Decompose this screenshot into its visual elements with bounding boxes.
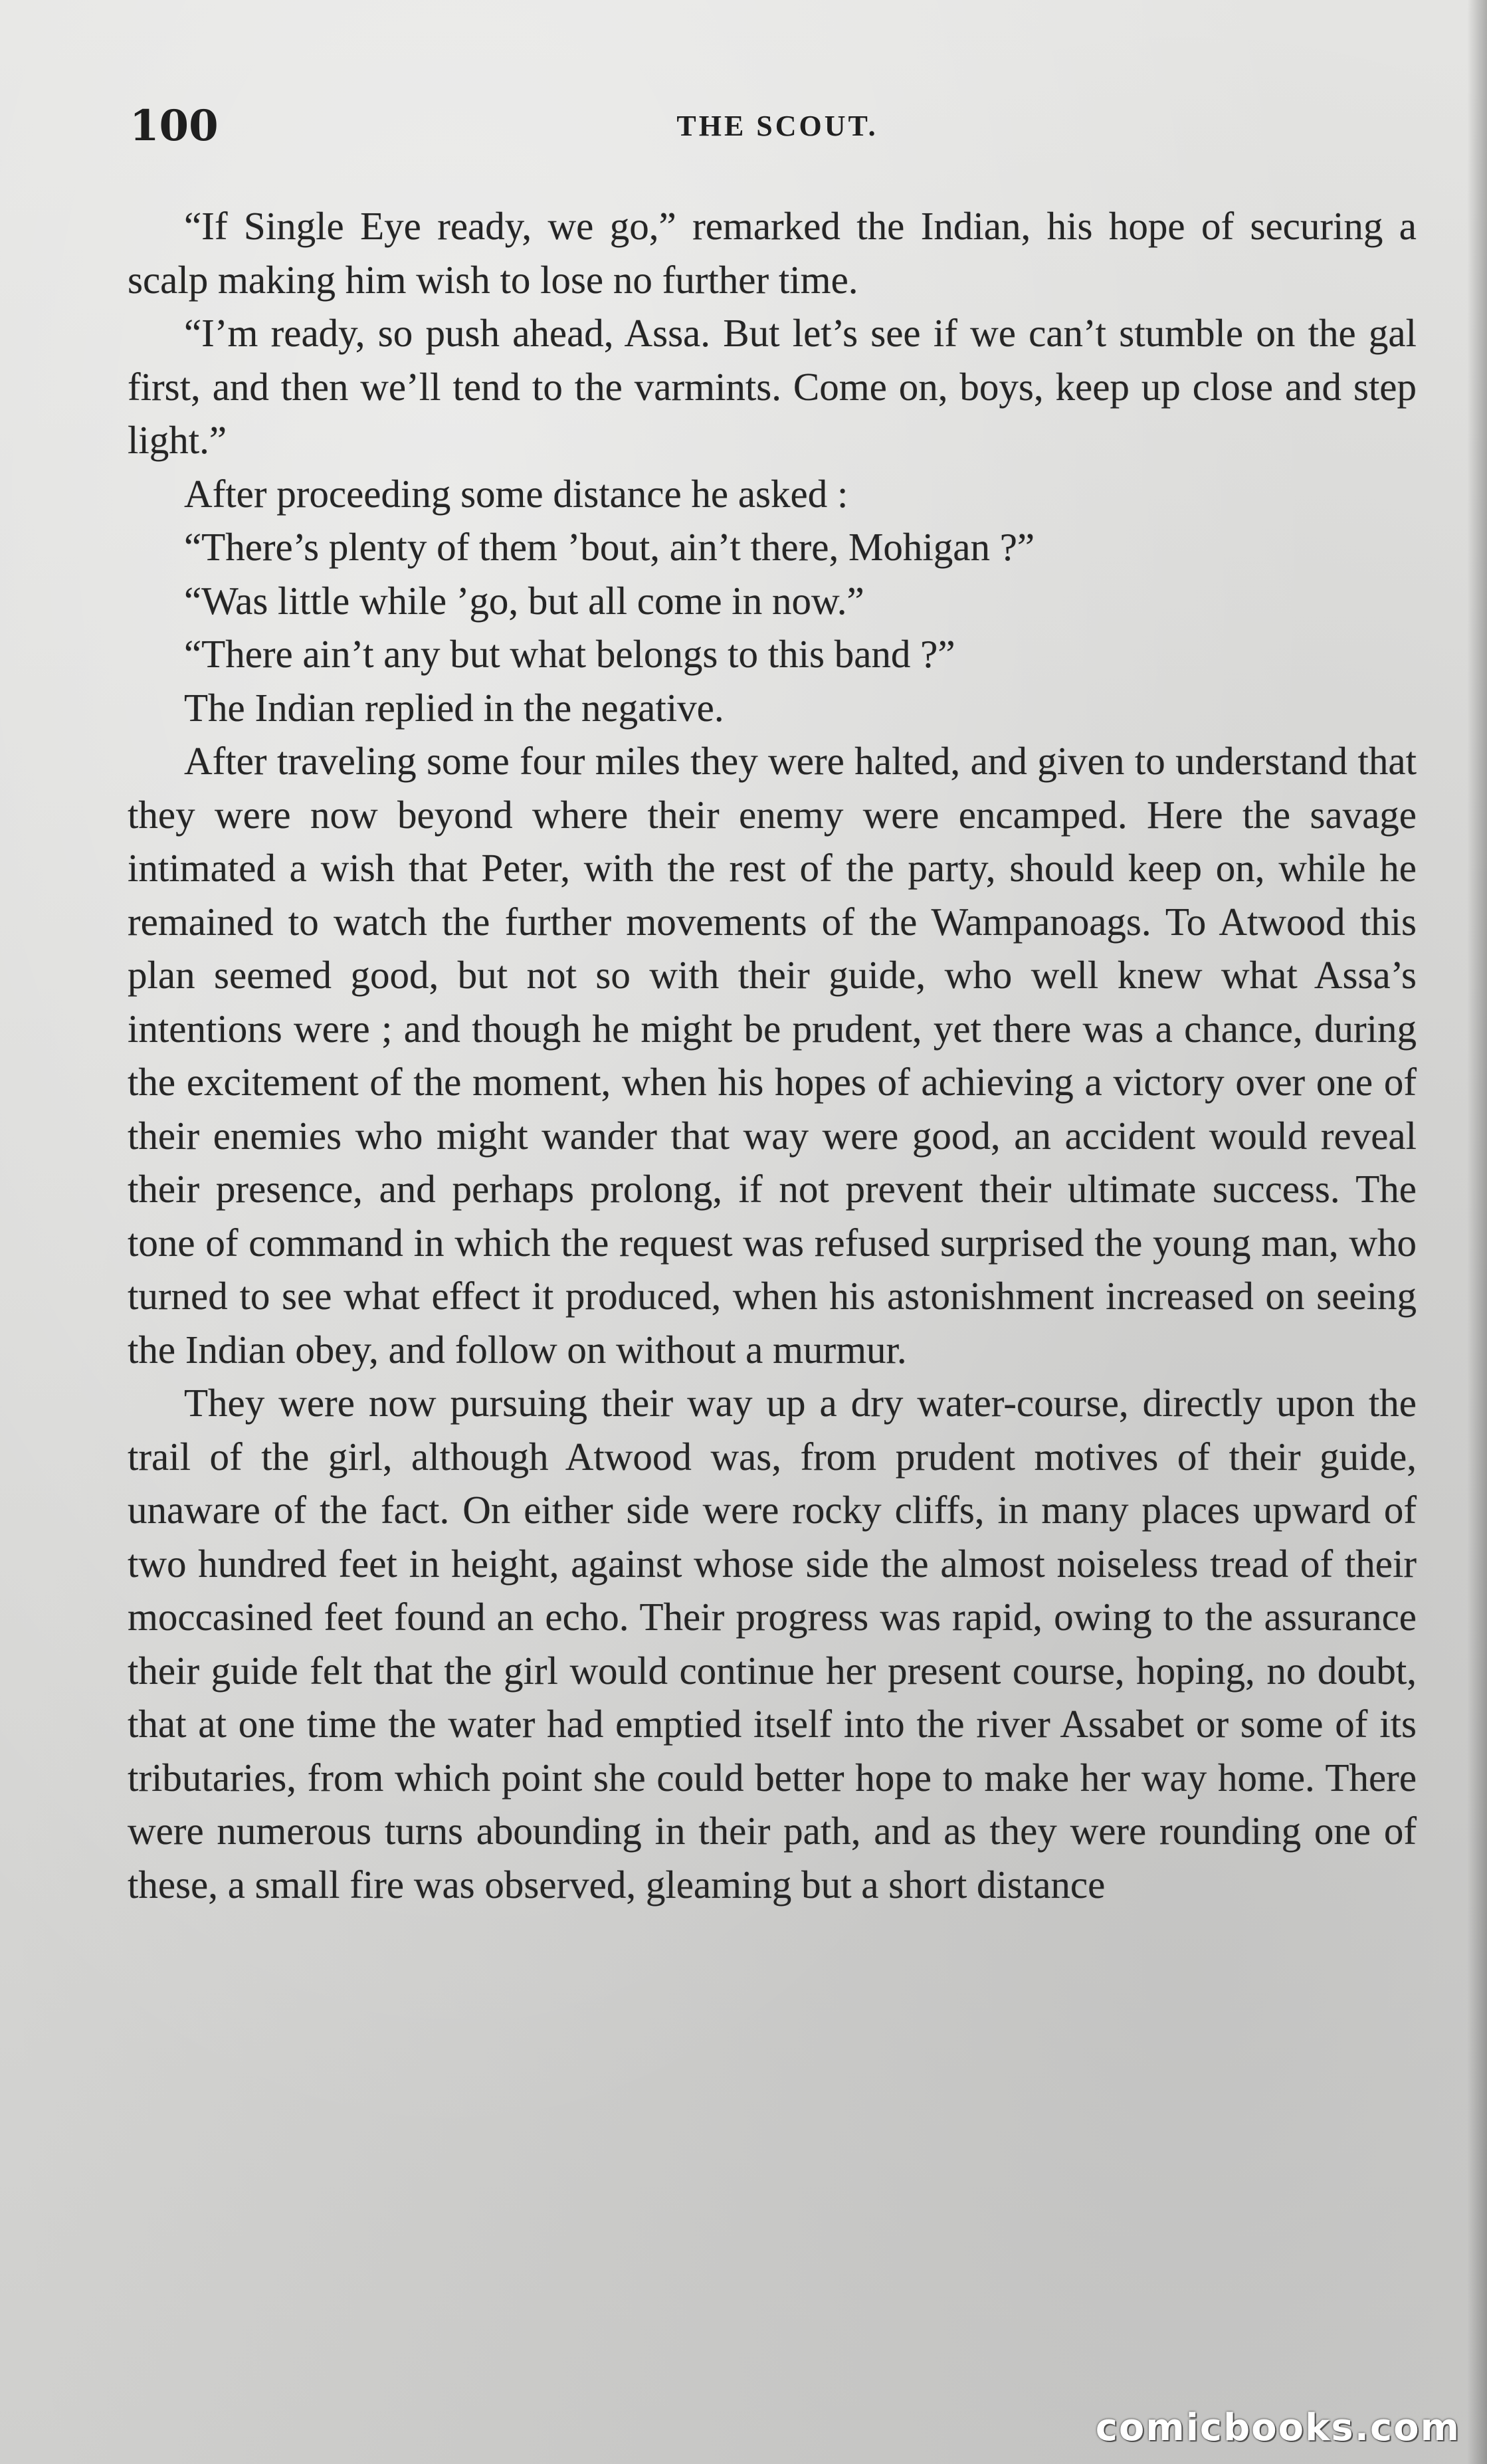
- paragraph: The Indian replied in the negative.: [184, 685, 724, 730]
- paragraph: They were now pursuing their way up a dry water-course, directly upon the trail of the girl, although Atwood was, from prudent motives of their guide, unaware of the fact. On either side were rocky cliffs, in many places upward of two hundred feet in height, against whose side the almost noiseless tread of their moccasined feet found an echo. Their progress was rapid, owing to the assurance their guide felt that the girl would continue her present course, hoping, no doubt, that at one time the water had emptied itself into the river Assabet or some of its tributaries, from which point she could better hope to make her way home. There were numerous turns abounding in their path, and as they were rounding one of these, a small fire was observed, gleaming but a short distance: [128, 1381, 1417, 1906]
- paragraph: “There ain’t any but what belongs to this band ?”: [184, 632, 955, 676]
- page-edge-shadow: [1467, 0, 1487, 2464]
- body-text: [128, 199, 1417, 1911]
- paragraph: “There’s plenty of them ’bout, ain’t there, Mohigan ?”: [184, 525, 1035, 569]
- paragraph: After traveling some four miles they were halted, and given to understand that they were now beyond where their enemy were encamped. Here the savage intimated a wish that Peter, with the rest of the party, should keep on, while he remained to watch the further movements of the Wampanoags. To Atwood this plan seemed good, but not so with their guide, who well knew what Assa’s intentions were ; and though he might be prudent, yet there was a chance, during the excitement of the moment, when his hopes of achieving a victory over one of their enemies who might wander that way were good, an accident would reveal their presence, and perhaps prolong, if not prevent their ultimate success. The tone of command in which the request was refused surprised the young man, who turned to see what effect it produced, when his astonishment increased on seeing the Indian obey, and follow on without a murmur.: [128, 739, 1417, 1372]
- paragraph: “If Single Eye ready, we go,” remarked the Indian, his hope of securing a scalp making him wish to lose no further time.: [128, 204, 1417, 302]
- paragraph: “I’m ready, so push ahead, Assa. But let’s see if we can’t stumble on the gal first, and then we’ll tend to the varmints. Come on, boys, keep up close and step light.”: [128, 311, 1417, 462]
- paragraph: After proceeding some distance he asked :: [184, 471, 848, 516]
- running-title: THE SCOUT.: [676, 110, 878, 142]
- watermark: comicbooks.com: [1095, 2406, 1460, 2449]
- page-number: 100: [130, 101, 219, 151]
- paragraph: “Was little while ’go, but all come in now.”: [184, 578, 864, 623]
- page-header: [130, 93, 1425, 159]
